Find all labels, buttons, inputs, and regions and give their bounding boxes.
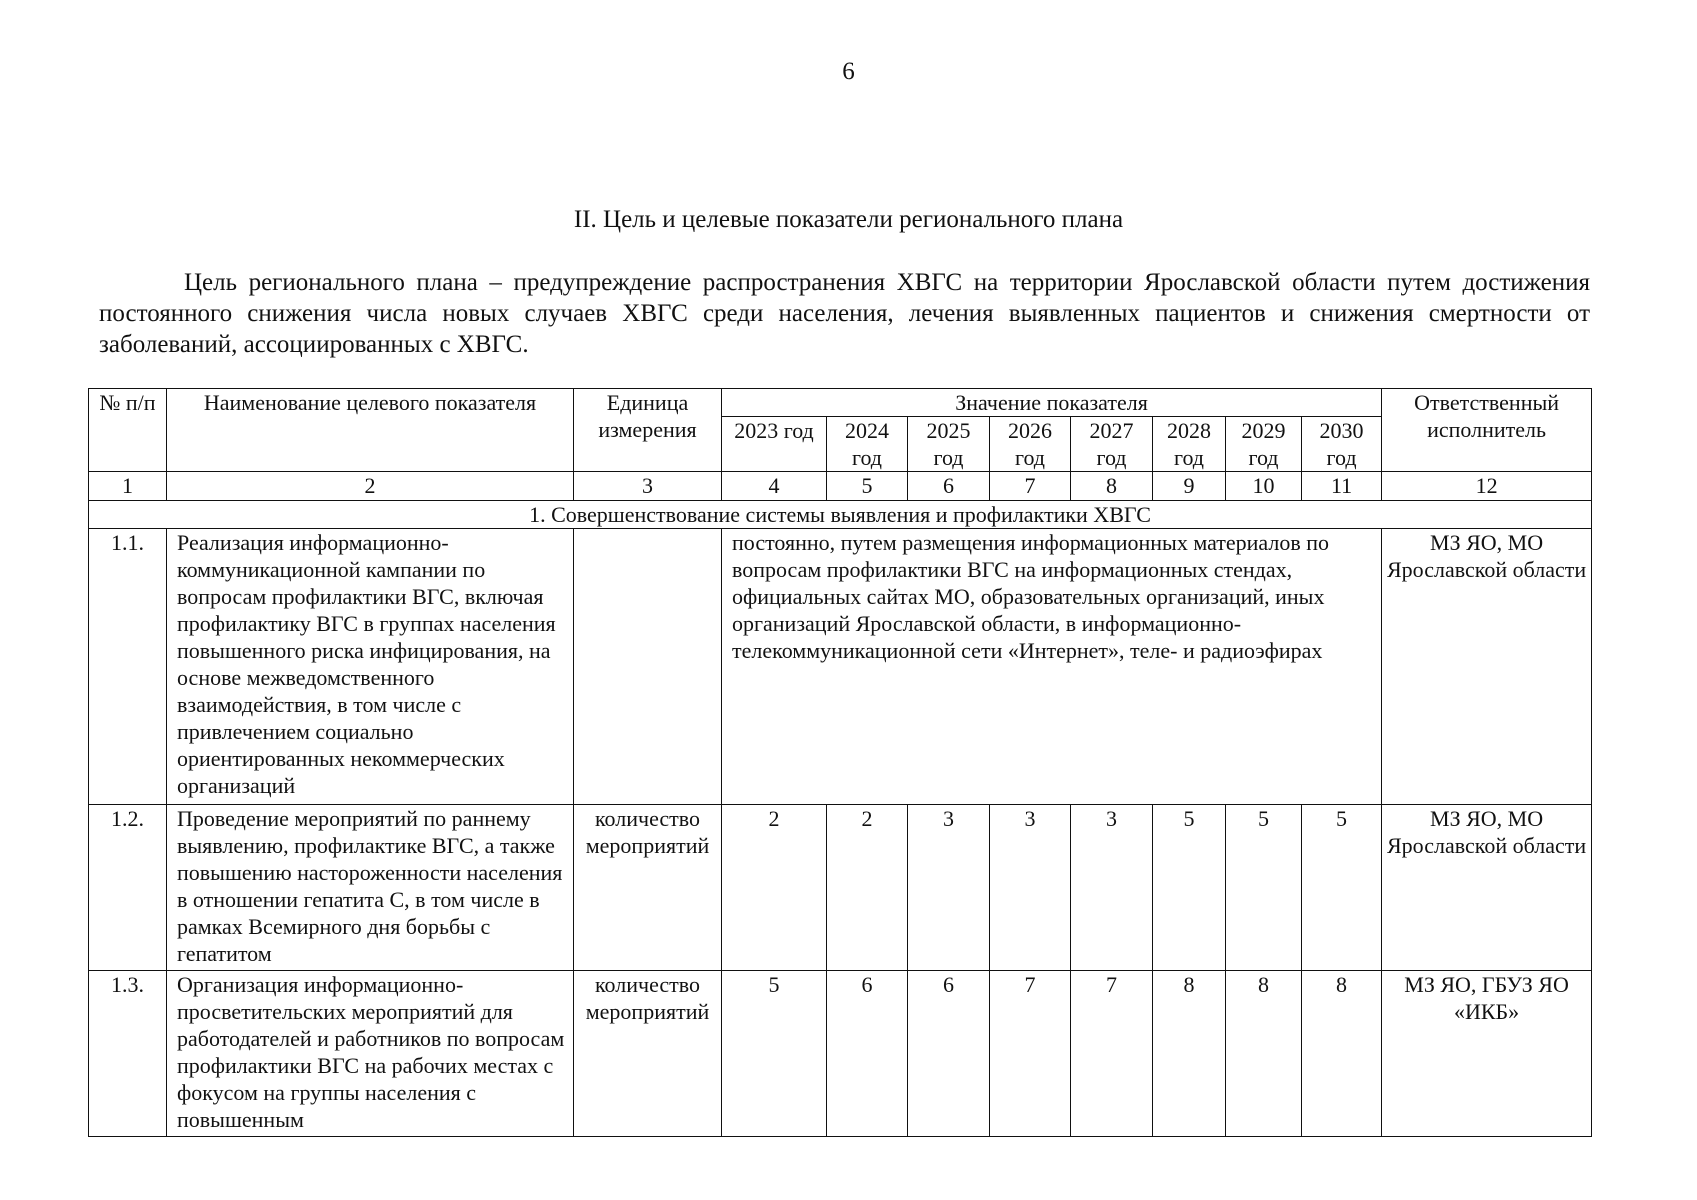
row-value: 8 bbox=[1302, 971, 1382, 1137]
section-heading: 1. Совершенствование системы выявления и профилактики ХВГС bbox=[89, 501, 1592, 529]
row-unit bbox=[574, 529, 722, 805]
table-row bbox=[89, 971, 1592, 1137]
header-responsible: Ответственный исполнитель bbox=[1382, 389, 1592, 472]
header-year: 2030 год bbox=[1302, 417, 1382, 472]
row-num: 1.3. bbox=[89, 971, 167, 1137]
section-title: II. Цель и целевые показатели регионального плана bbox=[573, 206, 1124, 233]
header-year: 2027 год bbox=[1071, 417, 1153, 472]
header-year: 2025 год bbox=[908, 417, 990, 472]
row-num: 1.2. bbox=[89, 805, 167, 971]
row-value: 3 bbox=[908, 805, 990, 971]
header-year: 2024 год bbox=[827, 417, 908, 472]
row-value: 3 bbox=[1071, 805, 1153, 971]
column-number: 6 bbox=[908, 472, 990, 501]
row-unit: количество мероприятий bbox=[574, 805, 722, 971]
row-unit: количество мероприятий bbox=[574, 971, 722, 1137]
row-value: 6 bbox=[908, 971, 990, 1137]
column-number: 7 bbox=[990, 472, 1071, 501]
row-name: Реализация информационно-коммуникационной кампании по вопросам профилактики ВГС, включая профилактику ВГС в группах населения повышенного риска инфицирования, на основе межведомственного взаимодействия, в том числе с привлечением социально ориентированных некоммерческих организаций bbox=[167, 529, 574, 805]
targets-table bbox=[88, 388, 1592, 1137]
column-number: 10 bbox=[1226, 472, 1302, 501]
header-unit: Единица измерения bbox=[574, 389, 722, 472]
row-responsible: МЗ ЯО, МО Ярославской области bbox=[1382, 805, 1592, 971]
row-value: 2 bbox=[827, 805, 908, 971]
table-row bbox=[89, 529, 1592, 805]
row-value: 5 bbox=[1226, 805, 1302, 971]
column-number: 4 bbox=[722, 472, 827, 501]
row-value: 6 bbox=[827, 971, 908, 1137]
column-number: 9 bbox=[1153, 472, 1226, 501]
header-value: Значение показателя bbox=[722, 389, 1382, 417]
row-value: 7 bbox=[1071, 971, 1153, 1137]
row-value: 8 bbox=[1226, 971, 1302, 1137]
header-num: № п/п bbox=[89, 389, 167, 472]
header-year: 2029 год bbox=[1226, 417, 1302, 472]
row-value: 7 bbox=[990, 971, 1071, 1137]
row-num: 1.1. bbox=[89, 529, 167, 805]
header-row bbox=[89, 389, 1592, 417]
header-year: 2026 год bbox=[990, 417, 1071, 472]
column-number: 8 bbox=[1071, 472, 1153, 501]
column-number: 3 bbox=[574, 472, 722, 501]
row-value: 2 bbox=[722, 805, 827, 971]
row-name: Организация информационно-просветительских мероприятий для работодателей и работников по вопросам профилактики ВГС на рабочих местах с фокусом на группы населения с повышенным bbox=[167, 971, 574, 1137]
column-number: 1 bbox=[89, 472, 167, 501]
column-number: 12 bbox=[1382, 472, 1592, 501]
header-name: Наименование целевого показателя bbox=[167, 389, 574, 472]
goal-paragraph: Цель регионального плана – предупреждение распространения ХВГС на территории Ярославской области путем достижения постоянного снижения числа новых случаев ХВГС среди населения, лечения выявленных пациентов и снижения смертности от заболеваний, ассоциированных с ХВГС. bbox=[99, 269, 1590, 358]
header-year: 2028 год bbox=[1153, 417, 1226, 472]
row-name: Проведение мероприятий по раннему выявлению, профилактике ВГС, а также повышению настороженности населения в отношении гепатита С, в том числе в рамках Всемирного дня борьбы с гепатитом bbox=[167, 805, 574, 971]
header-year: 2023 год bbox=[722, 417, 827, 472]
row-value: 3 bbox=[990, 805, 1071, 971]
row-responsible: МЗ ЯО, ГБУЗ ЯО «ИКБ» bbox=[1382, 971, 1592, 1137]
row-value: 8 bbox=[1153, 971, 1226, 1137]
row-value: 5 bbox=[1302, 805, 1382, 971]
row-responsible: МЗ ЯО, МО Ярославской области bbox=[1382, 529, 1592, 805]
table-row bbox=[89, 805, 1592, 971]
column-number: 2 bbox=[167, 472, 574, 501]
row-value: 5 bbox=[1153, 805, 1226, 971]
column-number: 5 bbox=[827, 472, 908, 501]
section-row bbox=[89, 501, 1592, 529]
column-number: 11 bbox=[1302, 472, 1382, 501]
row-value: 5 bbox=[722, 971, 827, 1137]
page-number: 6 bbox=[842, 58, 855, 85]
column-numbers-row bbox=[89, 472, 1592, 501]
row-merged-value: постоянно, путем размещения информационных материалов по вопросам профилактики ВГС на информационных стендах, официальных сайтах МО, образовательных организаций, иных организаций Ярославской области, в информационно-телекоммуникационной сети «Интернет», теле- и радиоэфирах bbox=[722, 529, 1382, 805]
